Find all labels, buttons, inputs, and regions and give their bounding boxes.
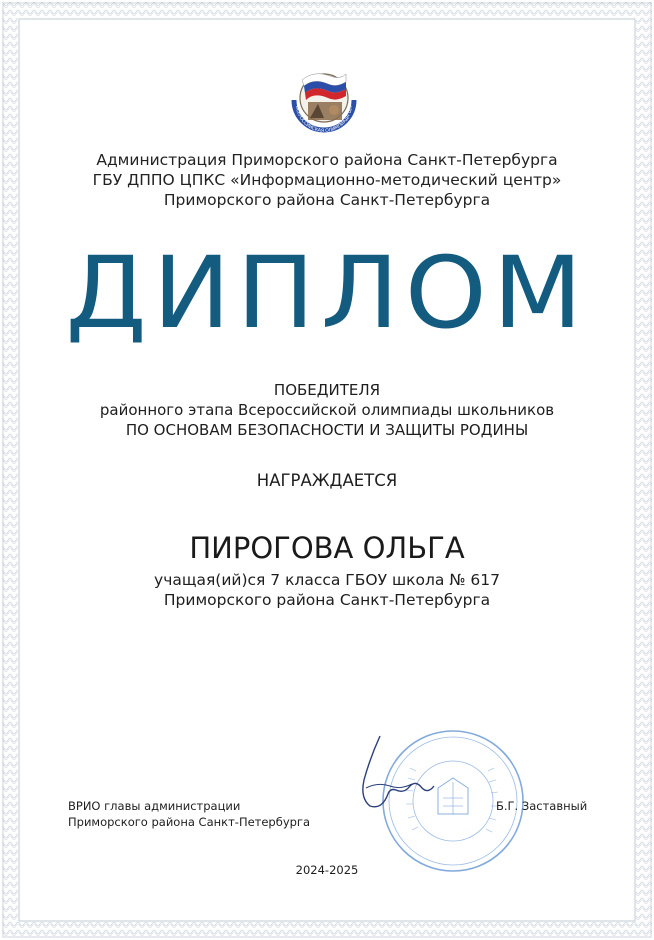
recipient-name: ПИРОГОВА ОЛЬГА — [189, 531, 465, 565]
award-rank: ПОБЕДИТЕЛЯ — [273, 381, 381, 399]
recipient-district: Приморского района Санкт-Петербурга — [163, 591, 491, 609]
issuer-header — [0, 150, 654, 210]
award-stage: районного этапа Всероссийской олимпиады школьников — [99, 401, 555, 419]
awarded-label: НАГРАЖДАЕТСЯ — [256, 471, 398, 490]
signatory-position-line-2: Приморского района Санкт-Петербурга — [68, 815, 311, 829]
signatory-position — [68, 798, 310, 830]
recipient-details — [0, 570, 654, 610]
emblem-text: ВСЕРОССИЙСКАЯ ОЛИМПИАДА ШК — [294, 105, 354, 135]
award-description — [0, 380, 654, 440]
academic-year: 2024-2025 — [295, 863, 359, 877]
issuer-line-3: Приморского района Санкт-Петербурга — [163, 191, 491, 209]
signatory-position-line-1: ВРИО главы администрации — [68, 799, 241, 813]
issuer-line-1: Администрация Приморского района Санкт-Петербурга — [96, 151, 558, 169]
handwritten-signature-icon — [330, 728, 450, 828]
olympiad-emblem-icon — [284, 68, 376, 146]
issuer-line-2: ГБУ ДППО ЦПКС «Информационно-методический центр» — [92, 171, 562, 189]
signatory-name: Б.Г. Заставный — [496, 799, 588, 813]
diploma-title: ДИПЛОМ — [65, 235, 589, 351]
award-subject: ПО ОСНОВАМ БЕЗОПАСНОСТИ И ЗАЩИТЫ РОДИНЫ — [125, 421, 529, 439]
recipient-school: учащая(ий)ся 7 класса ГБОУ школа № 617 — [154, 571, 500, 589]
